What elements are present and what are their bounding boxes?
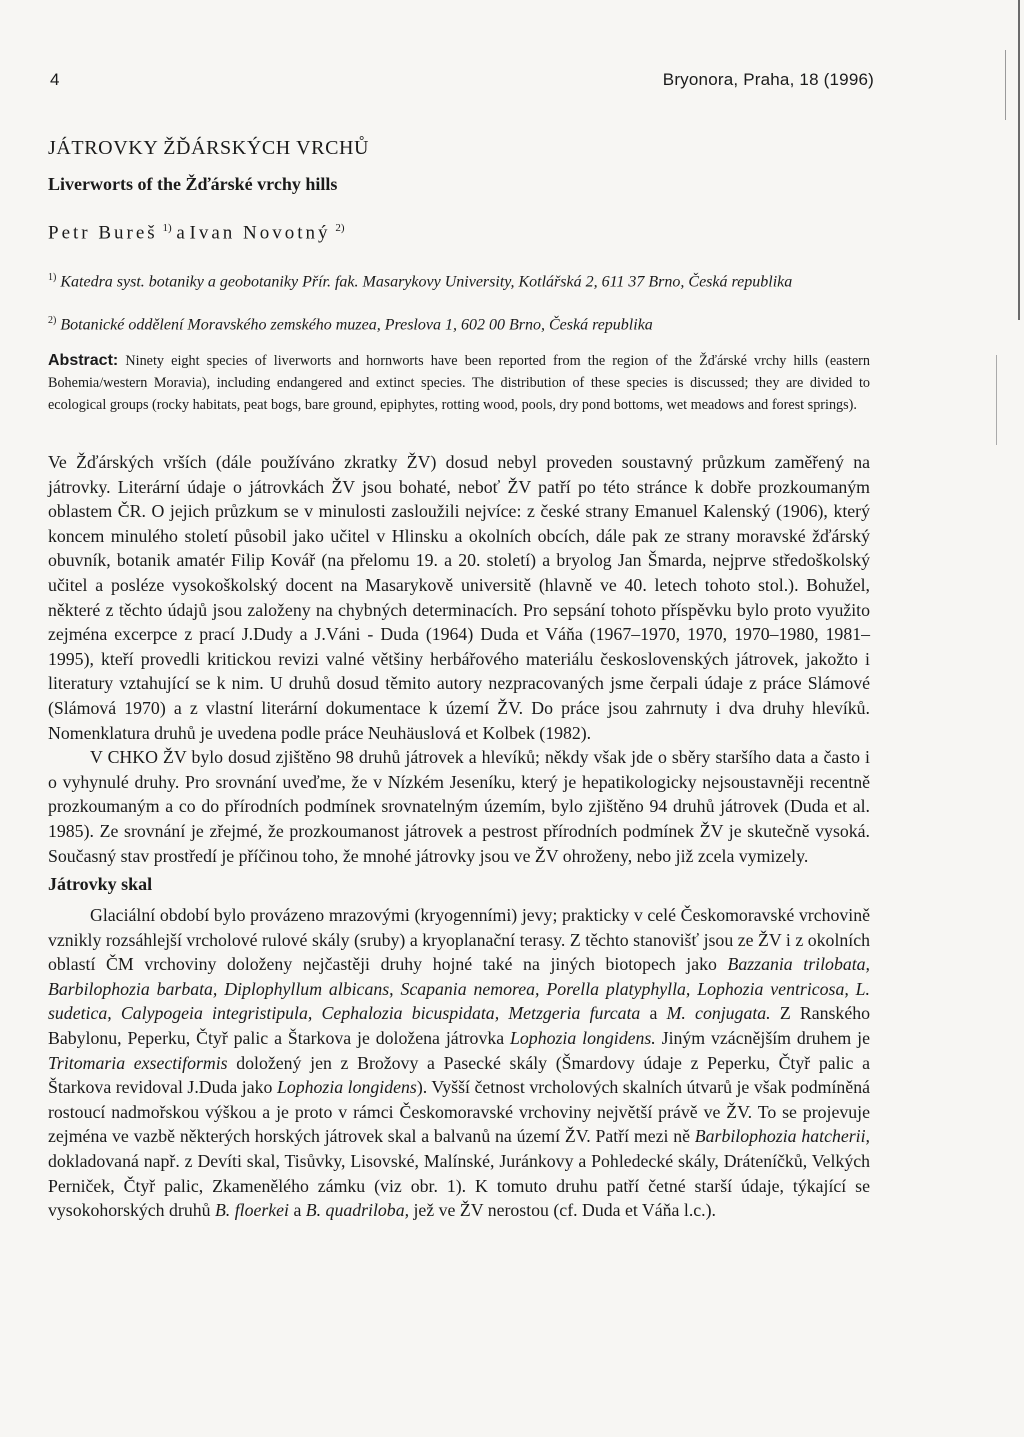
article-body [48, 450, 870, 1223]
scan-edge-mark [1005, 50, 1006, 120]
author-1: Petr Bureš [48, 222, 158, 244]
p3-text-8: a [289, 1200, 306, 1221]
species-8: B. quadriloba, [305, 1200, 410, 1221]
affiliation-1 [48, 267, 908, 293]
species-5: Lophozia longidens [276, 1077, 417, 1098]
section-heading: Játrovky skal [48, 874, 153, 895]
author-2-first [190, 222, 331, 243]
scan-edge-line [1018, 0, 1020, 320]
author-conjunction: a [176, 222, 185, 244]
affiliation-1-mark: 1) [48, 272, 57, 283]
page-number: 4 [50, 70, 60, 89]
affiliation-1-text: Katedra syst. botaniky a geobotaniky Přír. fak. Masarykovy University, Kotlářská 2, 611 37 Brno, Česká republika [60, 273, 793, 291]
species-2: M. conjugata. [666, 1003, 771, 1024]
p3-text-3: Z Ranského Babylonu, Peperku, Čtyř palic a Štarkova je doložena játrovka [48, 1003, 870, 1049]
author-1-mark: 1) [162, 222, 172, 234]
paragraph-1: Ve Žďárských vrších (dále používáno zkratky ŽV) dosud nebyl proveden soustavný průzkum zaměřený na játrovky. Literární údaje o játrovkách ŽV jsou bohaté, neboť ŽV patří po této stránce k dobře prozkoumaným oblastem ČR. O jejich průzkum se v minulosti zasloužili nejvíce: z české strany Emanuel Kalenský (1906), který koncem minulého století působil jako učitel v Hlinsku a okolních obcích, dále pak ze strany moravské žďárský obuvník, botanik amatér Filip Kovář (na přelomu 19. a 20. století) a bryolog Jan Šmarda, nejprve středoškolský učitel a posléze vysokoškolský docent na Masarykově universitě (hlavně ve 40. letech tohoto stol.). Bohužel, některé z těchto údajů jsou založeny na chybných determinacích. Pro sepsání tohoto příspěvku bylo proto využito zejména excerpce z prací J.Dudy a J.Váni - Duda (1964) Duda et Váňa (1967–1970, 1970, 1970–1980, 1981–1995), kteří provedli kritickou revizi valné většiny herbářového materiálu československých játrovek, jakožto i literatury vztahující se k nim. U druhů dosud těmito autory nezpracovaných jsme čerpali údaje z práce Slámové (Slámová 1970) a z vlastní literární dokumentace k území ŽV. Do práce jsou zahrnuty i dva druhy hlevíků. Nomenklatura druhů je uvedena podle práce Neuhäuslová et Kolbek (1982). [48, 452, 870, 743]
p3-text-5: doložený jen z Brožovy a Pasecké skály (Šmardovy údaje z Peperku, Čtyř palic a Štarkova revidoval J.Duda jako [48, 1052, 870, 1098]
abstract-text: Ninety eight species of liverworts and hornworts have been reported from the region of the Žďárské vrchy hills (eastern Bohemia/western Moravia), including endangered and extinct species. The distribution of these species is discussed; they are divided to ecological groups (rocky habitats, peat bogs, bare ground, epiphytes, rotting wood, pools, dry pond bottoms, wet meadows and forest springs). [48, 353, 870, 413]
abstract-label: Abstract: [48, 352, 119, 369]
species-7: B. floerkei [214, 1200, 289, 1221]
author-line [48, 222, 344, 244]
abstract [48, 350, 870, 416]
p3-text-9: jež ve ŽV nerostou (cf. Duda et Váňa l.c.). [409, 1200, 716, 1221]
p3-text-6: ). Vyšší četnost vrcholových skalních útvarů je však podmíněná rostoucí nadmořskou výškou a je proto v rámci Českomoravské vrchoviny největší právě ve ŽV. To se projevuje zejména ve vazbě některých horských játrovek skal a balvanů na území ŽV. Patří mezi ně [48, 1077, 870, 1147]
species-3: Lophozia longidens. [510, 1028, 656, 1049]
p3-text-2: a [640, 1003, 667, 1024]
species-4: Tritomaria exsectiformis [48, 1052, 228, 1073]
species-6: Barbilophozia hatcherii, [694, 1126, 870, 1147]
affiliation-2-text: Botanické oddělení Moravského zemského muzea, Preslova 1, 602 00 Brno, Česká republika [60, 316, 653, 334]
author-2: Ivan Novotný [189, 222, 331, 244]
author-2-mark: 2) [335, 222, 345, 234]
journal-citation: Bryonora, Praha, 18 (1996) [662, 70, 874, 89]
article-subtitle: Liverworts of the Žďárské vrchy hills [48, 174, 338, 194]
article-title: JÁTROVKY ŽĎÁRSKÝCH VRCHŮ [48, 137, 370, 159]
species-list-1: Bazzania trilobata, Barbilophozia barbata, Diplophyllum albicans, Scapania nemorea, Porella platyphylla, Lophozia ventricosa, L. sudetica, Calypogeia integristipula, Cephalozia bicuspidata, Metzgeria furcata [48, 954, 870, 1024]
scan-edge-mark [996, 355, 997, 445]
affiliation-2-mark: 2) [48, 315, 57, 326]
paragraph-3 [48, 903, 870, 1223]
p3-text-7: dokladovaná např. z Devíti skal, Tisůvky, Lisovské, Malínské, Juránkovy a Pohledecké skály, Dráteníčků, Velkých Perniček, Čtyř palic, Zkamenělého zámku (viz obr. 1). K tomuto druhu patří četné starší údaje, týkající se vysokohorských druhů [48, 1151, 870, 1221]
paragraph-2: V CHKO ŽV bylo dosud zjištěno 98 druhů játrovek a hlevíků; někdy však jde o sběry staršího data a často i o vyhynulé druhy. Pro srovnání uveďme, že v Nízkém Jeseníku, který je hepatikologicky nejsoustavněji recentně prozkoumaným a co do přírodních podmínek srovnatelným územím, bylo zjištěno 94 druhů játrovek (Duda et al. 1985). Ze srovnání je zřejmé, že prozkoumanost játrovek a pestrost přírodních podmínek ŽV je skutečně vysoká. Současný stav prostředí je příčinou toho, že mnohé játrovky jsou ve ŽV ohroženy, nebo již zcela vymizely. [48, 747, 870, 866]
p3-text-1: Glaciální období bylo provázeno mrazovými (kryogenními) jevy; prakticky v celé Českomoravské vrchovině vznikly rozsáhlejší vrcholové rulové skály (sruby) a kryoplanační terasy. Z těchto stanovišť jsou ze ŽV i z okolních oblastí ČM vrchoviny doloženy nejčastěji druhy hojné také na jiných biotopech jako [48, 905, 870, 975]
affiliation-2 [48, 310, 908, 336]
p3-text-4: Jiným vzácnějším druhem je [655, 1028, 870, 1049]
